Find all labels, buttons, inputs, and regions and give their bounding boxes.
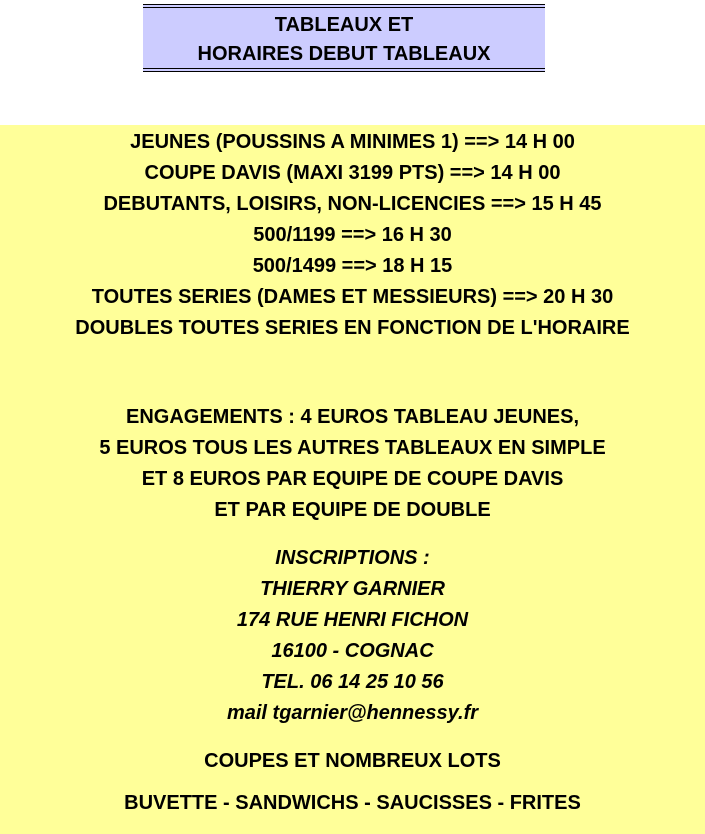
title-line-2: HORAIRES DEBUT TABLEAUX bbox=[197, 43, 491, 65]
schedule-line-toutes-series: TOUTES SERIES (DAMES ET MESSIEURS) ==> 20 H 30 bbox=[91, 286, 614, 308]
schedule-line-debutants: DEBUTANTS, LOISIRS, NON-LICENCIES ==> 15 H 45 bbox=[103, 193, 602, 215]
registration-contact-name: THIERRY GARNIER bbox=[260, 578, 445, 600]
fees-line-2: 5 EUROS TOUS LES AUTRES TABLEAUX EN SIMPLE bbox=[99, 437, 606, 459]
schedule-line-500-1199: 500/1199 ==> 16 H 30 bbox=[253, 224, 452, 246]
registration-email: mail tgarnier@hennessy.fr bbox=[226, 702, 479, 724]
registration-city: 16100 - COGNAC bbox=[271, 640, 434, 662]
schedule-line-doubles: DOUBLES TOUTES SERIES EN FONCTION DE L'HORAIRE bbox=[75, 317, 630, 339]
refreshments-text: BUVETTE - SANDWICHS - SAUCISSES - FRITES bbox=[124, 792, 581, 814]
fees-line-4: ET PAR EQUIPE DE DOUBLE bbox=[214, 499, 491, 521]
registration-address: 174 RUE HENRI FICHON bbox=[236, 609, 469, 631]
registration-phone: TEL. 06 14 25 10 56 bbox=[261, 671, 444, 693]
schedule-line-coupe-davis: COUPE DAVIS (MAXI 3199 PTS) ==> 14 H 00 bbox=[144, 162, 561, 184]
prizes-text: COUPES ET NOMBREUX LOTS bbox=[204, 750, 501, 772]
fees-line-1: ENGAGEMENTS : 4 EUROS TABLEAU JEUNES, bbox=[125, 406, 580, 428]
registration-heading: INSCRIPTIONS : bbox=[275, 547, 430, 569]
fees-line-3: ET 8 EUROS PAR EQUIPE DE COUPE DAVIS bbox=[141, 468, 564, 490]
schedule-line-jeunes: JEUNES (POUSSINS A MINIMES 1) ==> 14 H 00 bbox=[130, 131, 575, 153]
title-banner bbox=[143, 4, 545, 72]
schedule-line-500-1499: 500/1499 ==> 18 H 15 bbox=[252, 255, 453, 277]
title-line-1: TABLEAUX ET bbox=[274, 14, 414, 36]
